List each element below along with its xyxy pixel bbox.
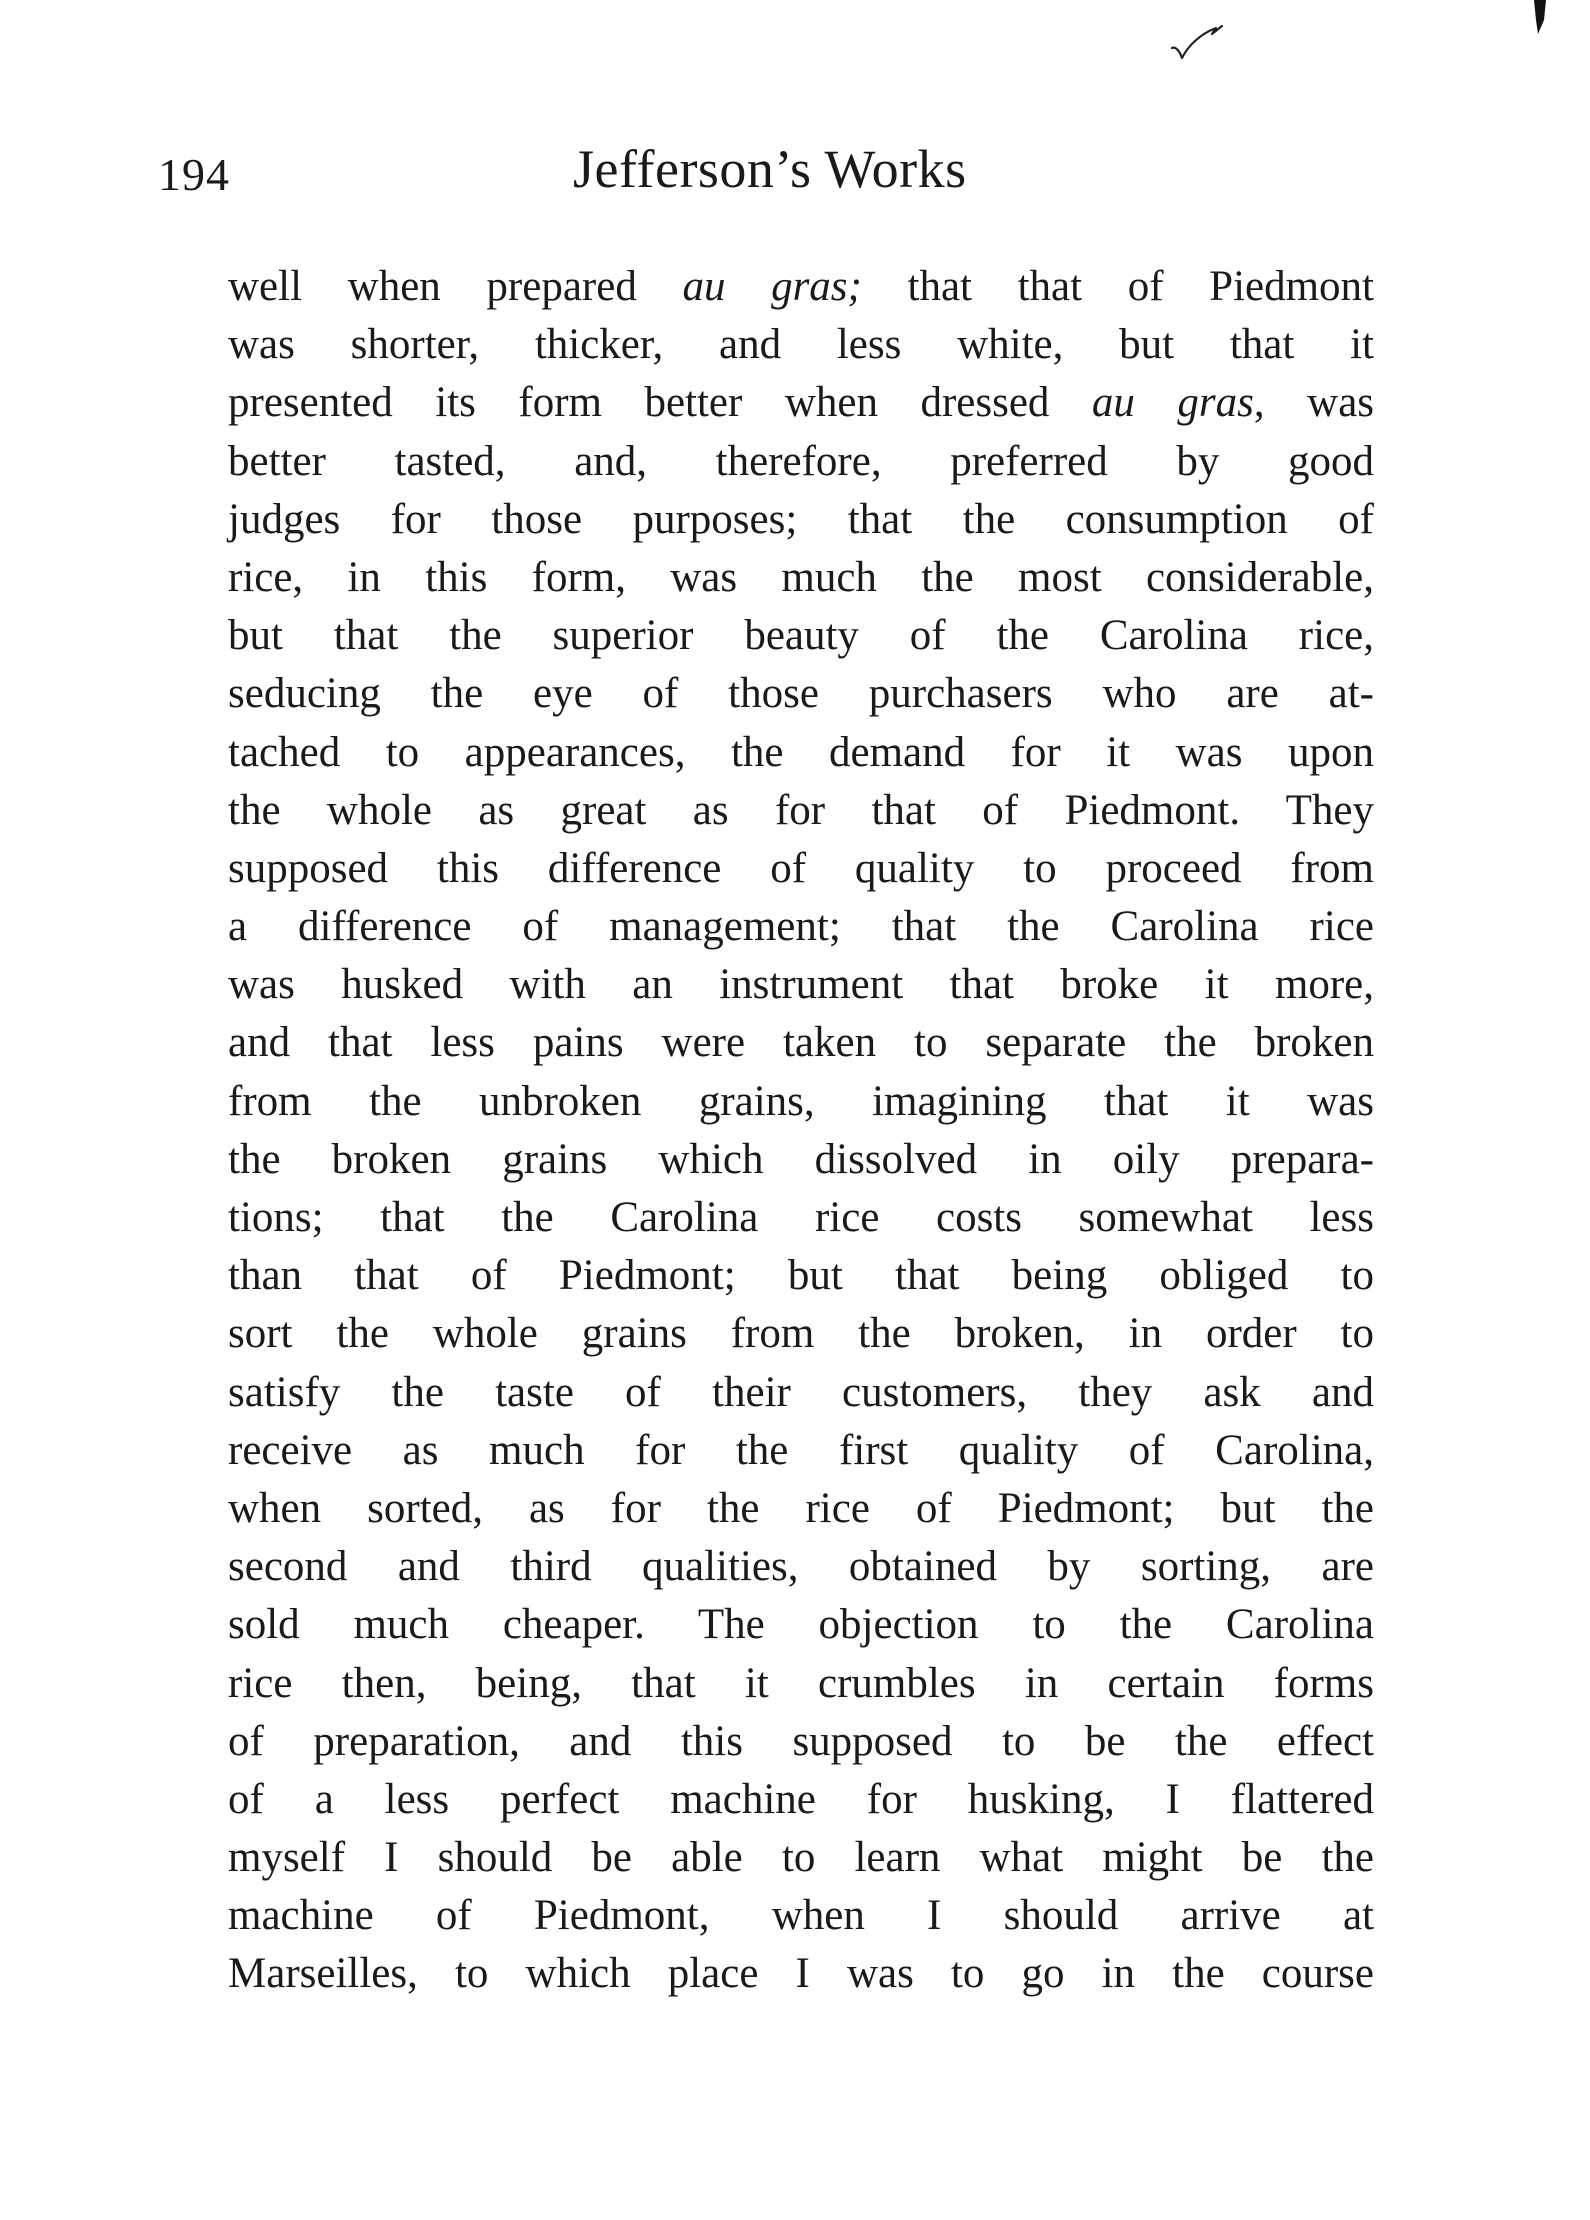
text-segment: , was	[1253, 379, 1375, 427]
text-segment: sold much cheaper. The objection to the Carolina	[228, 1601, 1374, 1649]
text-line	[228, 665, 1374, 723]
text-line	[228, 956, 1374, 1014]
text-segment: well when prepared	[228, 263, 683, 310]
text-line	[228, 433, 1374, 491]
text-segment: sort the whole grains from the broken, in order to	[228, 1310, 1374, 1358]
italic-phrase: au gras;	[682, 263, 862, 310]
text-segment: of a less perfect machine for husking, I flattered	[228, 1775, 1374, 1823]
text-line	[228, 1596, 1374, 1654]
text-segment: the broken grains which dissolved in oily prepara-	[228, 1135, 1374, 1183]
text-segment: rice, in this form, was much the most considerable,	[228, 553, 1374, 601]
text-line	[228, 1305, 1374, 1363]
text-segment: presented its form better when dressed	[228, 379, 1092, 427]
text-line	[228, 1014, 1374, 1072]
text-segment: from the unbroken grains, imagining that it was	[228, 1077, 1374, 1125]
edge-mark-icon	[1530, 0, 1550, 36]
text-line	[228, 724, 1374, 782]
text-line	[228, 258, 1374, 316]
text-segment: myself I should be able to learn what might be the	[228, 1834, 1374, 1882]
text-segment: satisfy the taste of their customers, they ask and	[228, 1368, 1374, 1416]
text-segment: rice then, being, that it crumbles in certain forms	[228, 1659, 1374, 1707]
text-line	[228, 549, 1374, 607]
text-line	[228, 1247, 1374, 1305]
text-line	[228, 1538, 1374, 1596]
text-segment: machine of Piedmont, when I should arrive at	[228, 1892, 1374, 1940]
text-line	[228, 898, 1374, 956]
text-segment: but that the superior beauty of the Carolina rice,	[228, 612, 1374, 660]
text-segment: tached to appearances, the demand for it was upon	[228, 728, 1374, 776]
text-segment: was husked with an instrument that broke it more,	[228, 961, 1374, 1009]
check-mark-icon	[1168, 22, 1228, 62]
text-line	[228, 1073, 1374, 1131]
text-segment: second and third qualities, obtained by sorting, are	[228, 1543, 1374, 1591]
text-line	[228, 374, 1374, 432]
text-segment: receive as much for the first quality of Carolina,	[228, 1426, 1374, 1474]
text-segment: and that less pains were taken to separate the broken	[228, 1019, 1374, 1067]
italic-phrase: au gras	[1091, 379, 1254, 427]
text-line	[228, 1480, 1374, 1538]
text-line	[228, 1713, 1374, 1771]
text-segment: tions; that the Carolina rice costs somewhat less	[228, 1194, 1374, 1241]
text-line	[228, 491, 1374, 549]
body-text	[228, 258, 1374, 2004]
text-line	[228, 1655, 1374, 1713]
text-line	[228, 1887, 1374, 1945]
text-segment: when sorted, as for the rice of Piedmont; but the	[228, 1484, 1374, 1532]
text-line	[228, 1189, 1374, 1247]
running-title: Jefferson’s Works	[573, 139, 967, 199]
text-segment: that that of Piedmont	[861, 263, 1374, 310]
text-segment: supposed this difference of quality to proceed from	[228, 844, 1374, 892]
text-line	[228, 1829, 1374, 1887]
text-line	[228, 840, 1374, 898]
text-line	[228, 1422, 1374, 1480]
text-segment: the whole as great as for that of Piedmont. They	[228, 786, 1374, 834]
text-line	[228, 1945, 1374, 2003]
text-segment: better tasted, and, therefore, preferred by good	[228, 437, 1374, 485]
text-line	[228, 782, 1374, 840]
text-line	[228, 1131, 1374, 1189]
text-segment: than that of Piedmont; but that being obliged to	[228, 1252, 1374, 1300]
text-segment: was shorter, thicker, and less white, but that it	[228, 321, 1374, 369]
page-number: 194	[158, 149, 230, 200]
text-line	[228, 316, 1374, 374]
text-segment: of preparation, and this supposed to be the effect	[228, 1717, 1374, 1765]
text-segment: judges for those purposes; that the consumption of	[228, 495, 1374, 543]
text-line	[228, 607, 1374, 665]
text-line	[228, 1771, 1374, 1829]
text-segment: seducing the eye of those purchasers who are at-	[228, 670, 1374, 718]
running-head	[0, 138, 1590, 208]
text-segment: Marseilles, to which place I was to go in the course	[228, 1950, 1374, 1998]
text-line	[228, 1364, 1374, 1422]
text-segment: a difference of management; that the Carolina rice	[228, 903, 1374, 951]
